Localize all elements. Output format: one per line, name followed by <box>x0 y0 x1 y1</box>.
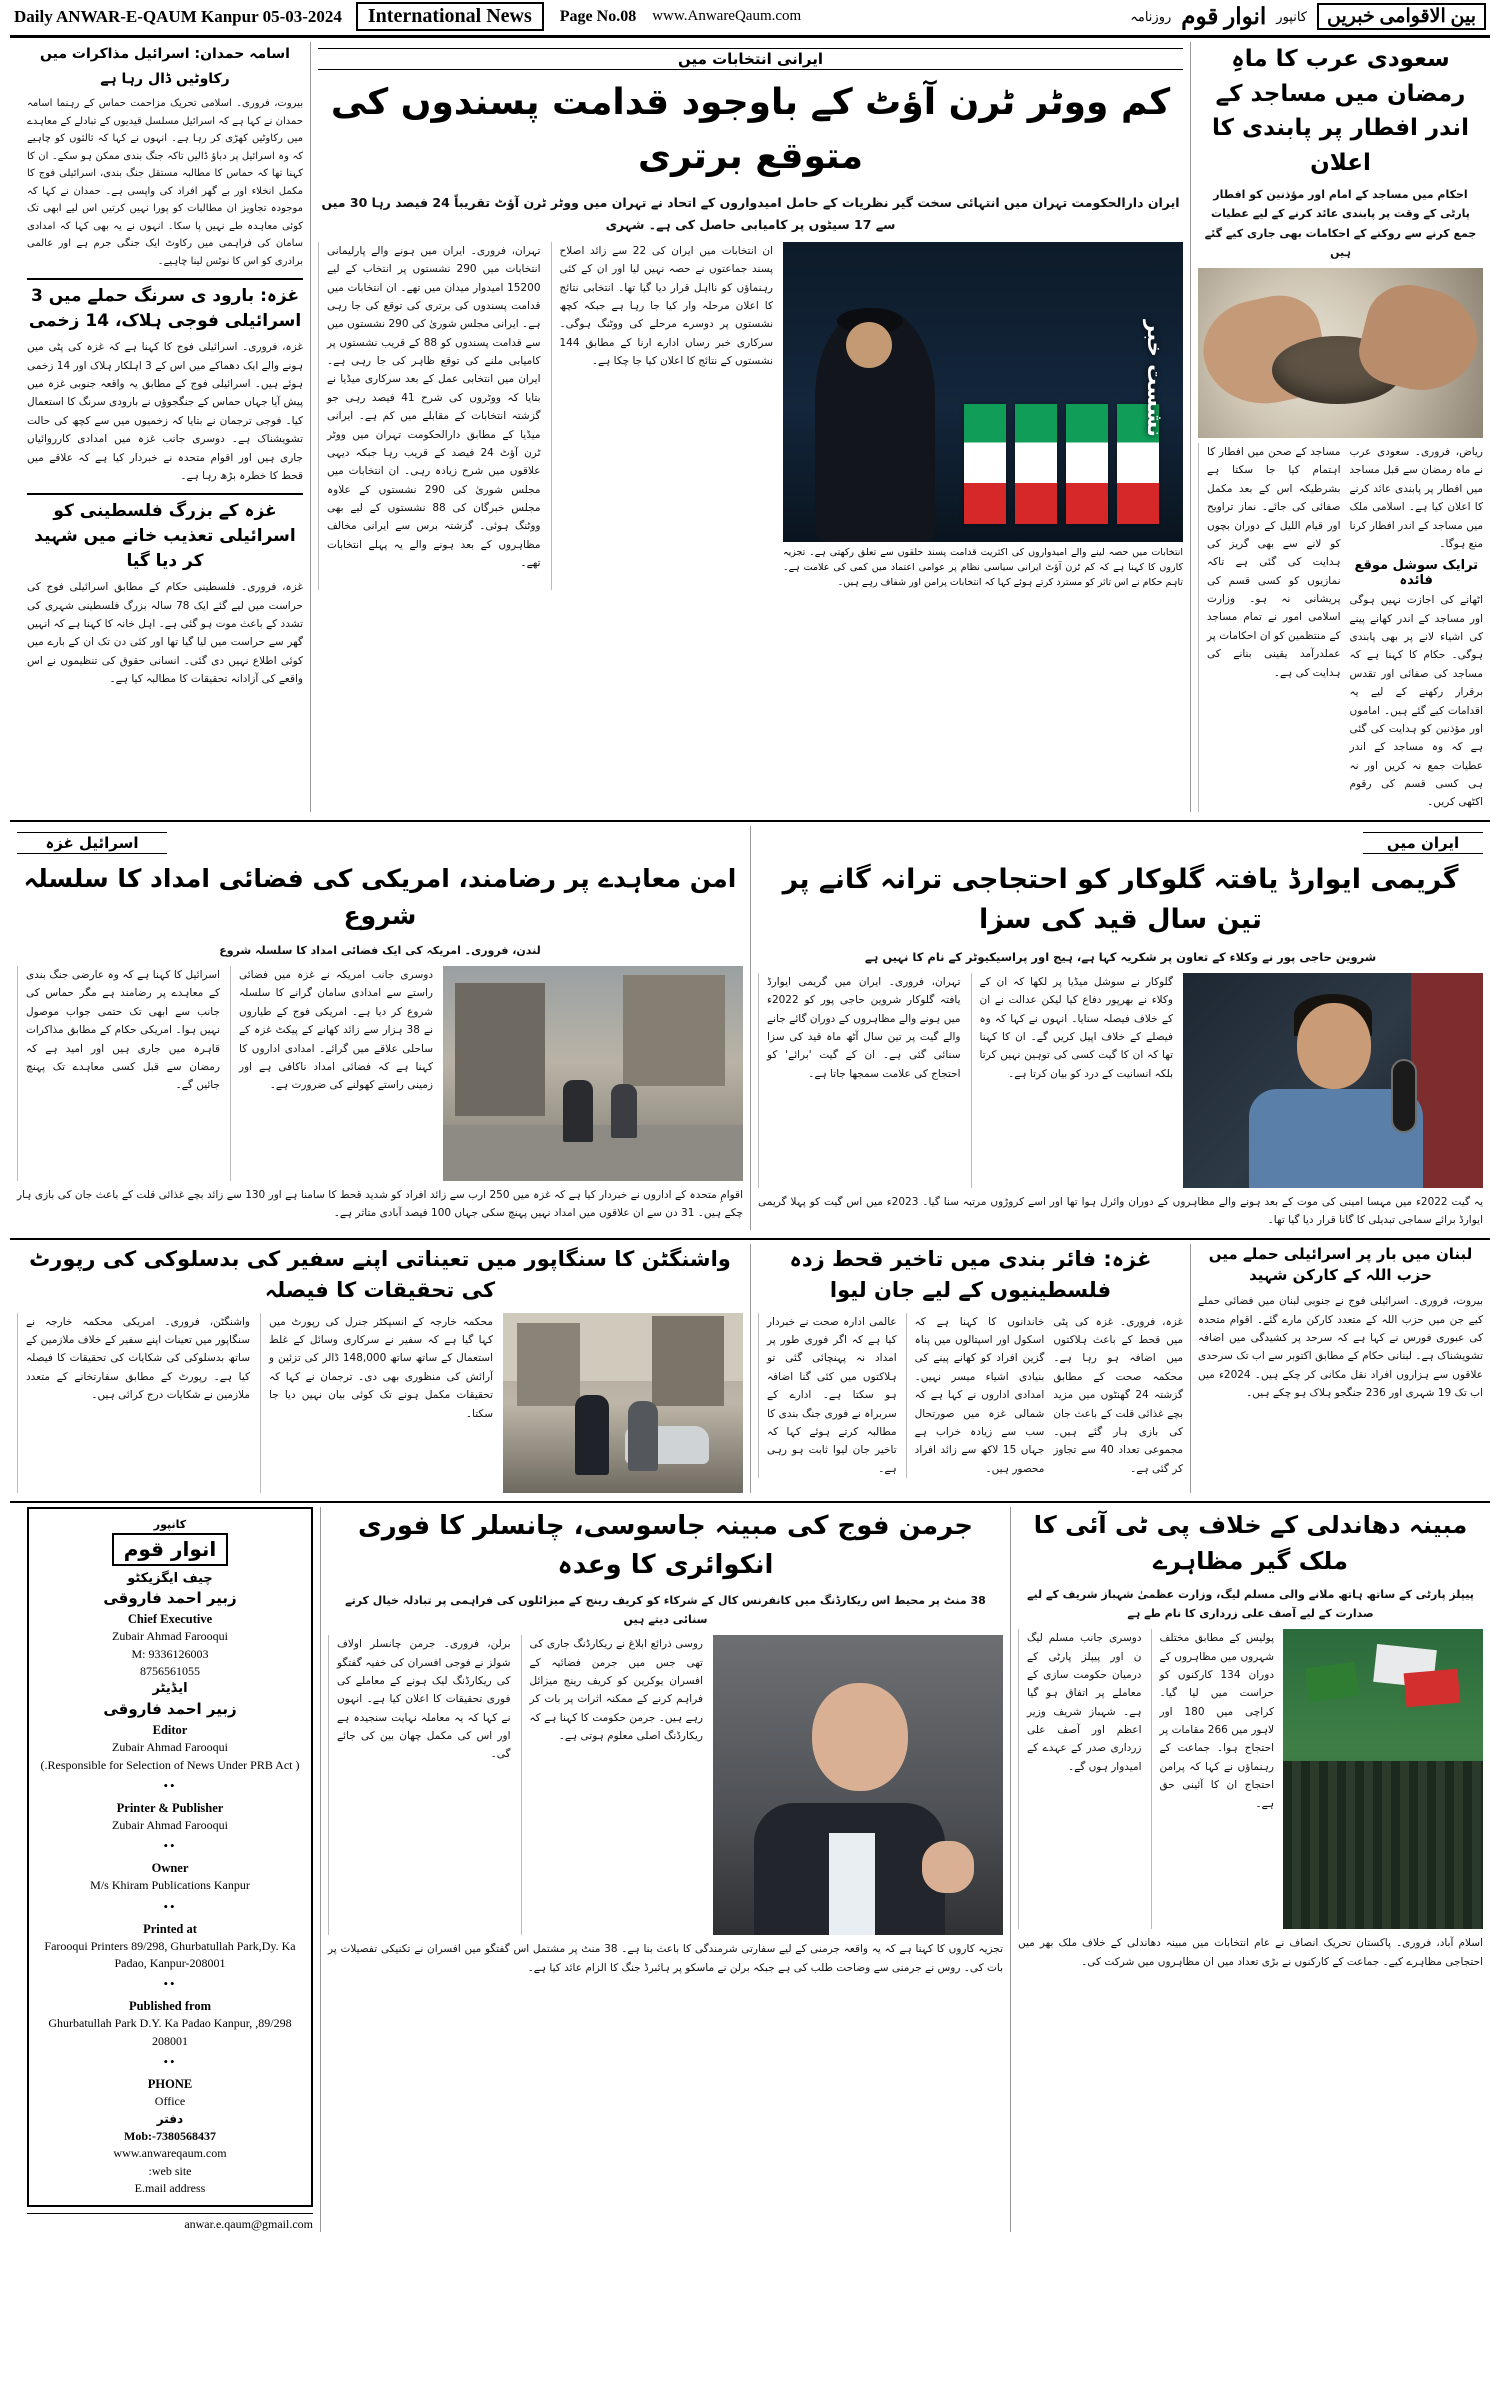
pti-col-3: پولیس کے مطابق مختلف شہروں میں مظاہروں کے دوران 134 کارکنوں کو حراست میں لیا گیا۔ کراچی میں 180 اور لاہور میں 266 مقامات پر احتجاج ہوا۔ جماعت کے رہنماؤں نے کہا کہ پرامن احتجاج ان کا آئینی حق ہے۔ <box>1159 1632 1274 1810</box>
gaza-strike-headline: غزہ: بارود ی سرنگ حملے میں 3 اسرائیلی فوجی ہلاک، 14 زخمی <box>28 286 302 331</box>
colophon-editor-name-urdu: زبیر احمد فاروقی <box>103 1700 237 1719</box>
masthead <box>10 0 1490 38</box>
germany-col-2: روسی ذرائع ابلاغ نے ریکارڈنگ جاری کی تھی جس میں جرمن فضائیہ کے افسران یوکرین کو کریف رینج میزائل فراہم کرنے کے ممکنہ اثرات پر بات کر رہے ہیں۔ جرمن حکومت کا کہنا ہے کہ ریکارڈنگ اصلی معلوم ہوتی ہے۔ <box>529 1638 703 1742</box>
story-saudi-masjid <box>1190 42 1490 812</box>
colophon-editor-name: Zubair Ahmad Farooqui <box>112 1740 228 1755</box>
israel-gaza-body-1: اسرائیل کا کہنا ہے کہ وہ عارضی جنگ بندی کے معاہدے پر رضامند ہے مگر حماس کی جانب سے ابھی تک حتمی جواب موصول نہیں ہوا۔ امریکی حکام کے مطابق مذاکرات قاہرہ میں جاری ہیں اور امید ہے کہ رمضان سے قبل کسی معاہدے تک پہنچ جائیں گے۔ <box>26 969 220 1092</box>
brief-osama-headline: اسامہ حمدان: اسرائیل مذاکرات میں رکاوٹیں ڈال رہا ہے <box>40 46 290 87</box>
israel-gaza-lede: لندن، فروری۔ امریکہ کی ایک فضائی امداد کا سلسلہ شروع <box>219 943 541 957</box>
story-washington-singapore <box>10 1244 750 1493</box>
masthead-urdu-section: بین الاقوامی خبریں <box>1317 3 1486 30</box>
germany-col-1: برلن، فروری۔ جرمن چانسلر اولاف شولز نے فوجی افسران کی خفیہ گفتگو کی ریکارڈنگ لیک ہونے کے معاملے کی فوری تحقیقات کا اعلان کیا ہے۔ انہوں نے کہا کہ یہ معاملہ نہایت سنجیدہ ہے اور اس کی مکمل چھان بین کی جائے گی۔ <box>337 1638 511 1761</box>
gaza-elderly-body: غزہ، فروری۔ فلسطینی حکام کے مطابق اسرائیلی فوج کی حراست میں لیے گئے ایک 78 سالہ بزرگ فلسطینی شہری کی تشدد کے باعث موت ہو گئی ہے۔ اہل خانہ کا کہنا ہے کہ انہیں گھر سے حراست میں لیا گیا تھا اور کئی دن تک ان کے بارے میں کوئی اطلاع نہیں دی گئی۔ انسانی حقوق کی تنظیموں نے اس واقعے کی آزادانہ تحقیقات کا مطالبہ کیا ہے۔ <box>27 581 303 686</box>
colophon-mobile-2: 8756561055 <box>140 1664 200 1679</box>
colophon-owner-name: M/s Khiram Publications Kanpur <box>90 1878 250 1893</box>
israel-gaza-body-3: اقوامِ متحدہ کے اداروں نے خبردار کیا ہے کہ غزہ میں 250 ارب سے زائد افراد کو شدید قحط کا سامنا ہے اور 130 سے زائد بچے غذائی قلت کے باعث جان کی بازی ہار چکے ہیں۔ 31 دن سے ان علاقوں میں امداد نہیں پہنچ سکی جہاں 100 فیصد آبادی متاثر ہے۔ <box>17 1189 743 1220</box>
gaza-ceasefire-headline: غزہ: فائر بندی میں تاخیر قحط زدہ فلسطینیوں کے لیے جان لیوا <box>789 1246 1152 1303</box>
grammy-subhead: شروین حاجی پور نے وکلاء کے تعاون پر شکریہ کہا ہے، ہیج اور پراسیکیوٹر کے نام کا نہیں ہے <box>864 949 1377 964</box>
iran-headline: کم ووٹر ٹرن آؤٹ کے باوجود قدامت پسندوں کی متوقع برتری <box>330 82 1171 177</box>
colophon-published-label: Published from <box>128 1999 212 2014</box>
colophon-ceo-label: Chief Executive <box>127 1612 213 1627</box>
saudi-subhead: احکام میں مساجد کے امام اور مؤذنین کو افطار پارٹی کے وقت پر پابندی عائد کرنے کے لیے عطیات جمع کرنے سے روکنے کے احکامات بھی جاری کیے گئے ہیں <box>1204 188 1477 259</box>
brief-osama-text: اسامہ حمدان: اسرائیل مذاکرات میں رکاوٹیں ڈال رہا ہے بیروت، فروری۔ اسلامی تحریک مزاحمت حماس کے رہنما اسامہ حمدان نے کہا ہے کہ اسرائیل مسلسل قیدیوں کے تبادلے کے معاہدے میں رکاوٹیں کھڑی کر رہا ہے۔ انہوں نے کہا کہ ثالثوں کو چاہیے کہ وہ اسرائیل پر دباؤ ڈالیں تاکہ جنگ بندی ممکن ہو سکے۔ ان کا کہنا تھا کہ حماس کا مطالبہ مستقل جنگ بندی، اسرائیلی فوج کا مکمل انخلاء اور بے گھر افراد کی واپسی ہے۔ حمدان نے کہا کہ موجودہ تجاویز ان مطالبات کو پورا نہیں کرتیں اس لیے ابھی تک کوئی معاہدہ طے نہیں پا سکا۔ انہوں نے یہ بھی کہا کہ امدادی سامان کی فراہمی میں رکاوٹ ایک جنگی جرم ہے اور عالمی برادری کو اس کا نوٹس لینا چاہیے۔ <box>27 42 303 270</box>
colophon-mob[interactable]: Mob:-7380568437 <box>124 2128 216 2143</box>
colophon-city-urdu: کانپور <box>153 1517 187 1531</box>
masthead-urdu <box>1130 3 1486 30</box>
israel-gaza-kicker: اسرائیل غزہ <box>17 832 167 854</box>
masthead-website[interactable]: www.AnwareQaum.com <box>652 8 802 24</box>
gaza-ceasefire-col-2: خاندانوں کا کہنا ہے کہ اسکول اور اسپتالوں میں پناہ گزین افراد کو کھانے پینے کی بنیادی اشیاء میسر نہیں۔ امدادی اداروں نے کہا ہے کہ شمالی غزہ میں صورتحال سب سے زیادہ خراب ہے جہاں 15 لاکھ سے زائد افراد محصور ہیں۔ <box>914 1315 1045 1475</box>
saudi-body-2: اٹھانے کی اجازت نہیں ہوگی اور مساجد کے اندر کھانے پینے کی اشیاء لانے پر بھی پابندی ہوگی۔ حکام کا کہنا ہے کہ مساجد کی صفائی اور تقدس برقرار رکھنے کے لیے یہ اقدامات کیے گئے ہیں۔ اماموں اور مؤذنین کو ہدایت کی گئی ہے کہ وہ مساجد کے اندر عطیات جمع نہ کریں اور نہ ہی کسی قسم کی رقوم اکٹھی کریں۔ <box>1349 594 1483 809</box>
colophon-editor-label: Editor <box>152 1723 188 1738</box>
germany-col-3: تجزیہ کاروں کا کہنا ہے کہ یہ واقعہ جرمنی کے لیے سفارتی شرمندگی کا باعث بنا ہے۔ 38 منٹ پر مشتمل اس گفتگو میں افسران نے تکنیکی تفصیلات پر بات کی۔ روس نے جرمنی سے وضاحت طلب کی ہے جبکہ برلن نے ماسکو پر ہائبرڈ جنگ کا الزام عائد کیا ہے۔ <box>328 1943 1004 1974</box>
pti-headline: مبینہ دھاندلی کے خلاف پی ٹی آئی کا ملک گیر مظاہرے <box>1033 1510 1468 1575</box>
iran-body-1: تہران، فروری۔ ایران میں ہونے والے پارلیمانی انتخابات میں 290 نشستوں پر انتخاب کے لیے 15200 امیدوار میدان میں تھے۔ ان انتخابات میں قدامت پسندوں کی برتری کی توقع کی جا رہی ہے۔ ایرانی مجلس شوریٰ کی 290 نشستوں میں سے قدامت پسندوں کو 88 کے قریب نشستوں پر کامیابی ملنے کی توقع ظاہر کی جا رہی ہے۔ ایران میں انتخابی عمل کے بعد سرکاری میڈیا نے بتایا کہ ووٹروں کی شرح 41 فیصد رہی جو گزشتہ انتخابات کے مقابلے میں کم ہے۔ ایرانی میڈیا کے مطابق دارالحکومت تہران میں ووٹر ٹرن آؤٹ 24 فیصد کے قریب رہا جبکہ دیہی علاقوں میں شرح زیادہ رہی۔ ان انتخابات میں مجلس شوریٰ کی 290 نشستوں کے علاوہ مجلس خبرگان کی 88 نشستوں کے لیے بھی ووٹنگ ہوئی۔ گزشتہ برس سے ایرانی مخالف مظاہروں کے بعد ہونے والے یہ پہلے انتخابات تھے۔ <box>327 244 541 570</box>
divider-dots-4: •• <box>163 1976 177 1992</box>
iran-subhead: ایران دارالحکومت تہران میں انتہائی سخت گیر نظریات کے حامل امیدواروں کے اتحاد نے تہران میں ووٹر ٹرن آؤٹ تقریباً 24 فیصد رہا 30 میں سے 17 سیٹوں پر کامیابی حاصل کی ہے۔ شہری <box>321 195 1180 232</box>
masthead-title: Daily ANWAR-E-QAUM Kanpur 05-03-2024 <box>14 6 342 26</box>
colophon-published-address: 89/298, Ghurbatullah Park D.Y. Ka Padao Kanpur, 208001 <box>48 2016 292 2048</box>
grammy-headline: گریمی ایوارڈ یافتہ گلوکار کو احتجاجی ترانہ گانے پر تین سال قید کی سزا <box>782 863 1459 936</box>
germany-subhead: 38 منٹ پر محیط اس ریکارڈنگ میں کانفرنس کال کے شرکاء کو کریف رینج کے میزائلوں کی فراہمی پر تبادلہ خیال کرتے سنائی دیتے ہیں <box>345 1593 986 1626</box>
colophon-editor-label-urdu: ایڈیٹر <box>152 1681 188 1697</box>
saudi-headline: سعودی عرب کا ماہِ رمضان میں مساجد کے اندر افطار پر پابندی کا اعلان <box>1212 46 1469 176</box>
pti-col-1: اسلام آباد، فروری۔ پاکستان تحریک انصاف نے عام انتخابات میں مبینہ دھاندلی کے خلاف ملک بھر میں احتجاجی مظاہرے کیے۔ جماعت کے کارکنوں نے بڑی تعداد میں ان مظاہروں میں شرکت کی۔ <box>1018 1937 1483 1968</box>
lebanon-body: بیروت، فروری۔ اسرائیلی فوج نے جنوبی لبنان میں فضائی حملے کیے جن میں حزب اللہ کے متعدد کارکن مارے گئے۔ اقوام متحدہ کی عبوری فورس نے کہا ہے کہ سرحد پر کشیدگی میں اضافہ تشویشناک ہے۔ لبنانی حکام کے مطابق اکتوبر سے اب تک سرحدی علاقوں سے ہزاروں افراد نقل مکانی کر چکے ہیں۔ 2024ء میں اب تک 19 شہری اور 236 جنگجو ہلاک ہو چکے ہیں۔ <box>1198 1295 1483 1399</box>
iran-photo-overlay-text: نشست خبر <box>1143 319 1167 437</box>
divider-dots-2: •• <box>163 1838 177 1854</box>
colophon-printer-name: Zubair Ahmad Farooqui <box>112 1817 228 1832</box>
washington-photo <box>503 1313 743 1493</box>
israel-gaza-headline: امن معاہدے پر رضامند، امریکی کی فضائی امداد کا سلسلہ شروع <box>23 863 737 931</box>
colophon-ceo-label-urdu: چیف ایگزیکٹو <box>127 1570 213 1586</box>
colophon-office-label: Office <box>154 2094 186 2109</box>
colophon-editor-note: ( Responsible for Selection of News Under PRB Act.) <box>40 1757 300 1772</box>
colophon-box <box>27 1507 313 2208</box>
saudi-photo <box>1198 268 1483 438</box>
gaza-ceasefire-col-3: عالمی ادارہ صحت نے خبردار کیا ہے کہ اگر فوری طور پر امداد نہ پہنچائی گئی تو ہلاکتوں میں کئی گنا اضافہ ہو سکتا ہے۔ ادارے کے سربراہ نے فوری جنگ بندی کا مطالبہ کرتے ہوئے کہا کہ تاخیر جان لیوا ثابت ہو رہی ہے۔ <box>766 1315 897 1475</box>
washington-col-2: محکمہ خارجہ کے انسپکٹر جنرل کی رپورٹ میں کہا گیا ہے کہ سفیر نے سرکاری وسائل کے غلط استعمال کے ساتھ ساتھ 148,000 ڈالر کی تزئین و آرائش کی منظوری بھی دی۔ ترجمان نے کہا کہ تحقیقات مکمل ہونے تک کوئی بیان نہیں دیا جا سکتا۔ <box>269 1315 493 1420</box>
divider-dots-1: •• <box>163 1777 177 1793</box>
iran-kicker: ایرانی انتخابات میں <box>318 48 1183 70</box>
colophon-website-label: web site: <box>148 2163 192 2178</box>
washington-headline: واشنگٹن کا سنگاپور میں تعیناتی اپنے سفیر کی بدسلوکی کی رپورٹ کی تحقیقات کا فیصلہ <box>29 1246 731 1303</box>
left-top-briefs <box>20 42 310 812</box>
iran-text-col-a <box>318 242 541 591</box>
colophon-ceo-name-urdu: زبیر احمد فاروقی <box>103 1589 237 1608</box>
colophon-mobile-1: M: 9336126003 <box>131 1646 209 1661</box>
colophon-office-label-urdu: دفتر <box>156 2111 184 2126</box>
bottom-band <box>10 1507 1490 2233</box>
top-band <box>10 42 1490 812</box>
iran-photo-caption: انتخابات میں حصہ لینے والے امیدواروں کی اکثریت قدامت پسند حلقوں سے تعلق رکھتی ہے۔ تجزیہ کاروں کا کہنا ہے کہ کم ٹرن آؤٹ ایرانی سیاسی نظام پر عوامی اعتماد میں کمی کی علامت ہے۔ تاہم حکام نے اس تاثر کو مسترد کرتے ہوئے کہا کہ انتخابات پرامن اور شفاف رہے ہیں۔ <box>783 546 1183 589</box>
washington-col-1: واشنگٹن، فروری۔ امریکی محکمہ خارجہ نے سنگاپور میں تعینات اپنے سفیر کے خلاف ملازمین کے ساتھ بدسلوکی کی شکایات کی تحقیقات کا فیصلہ کیا ہے۔ رپورٹ کے مطابق سفارتخانے کے متعدد ملازمین نے شکایات درج کرائی ہیں۔ <box>26 1315 250 1402</box>
israel-gaza-photo <box>443 966 743 1181</box>
masthead-urdu-logo: انوار قوم <box>1181 3 1267 29</box>
germany-headline: جرمن فوج کی مبینہ جاسوسی، چانسلر کا فوری انکوائری کا وعدہ <box>357 1510 974 1580</box>
gaza-strike-body: غزہ، فروری۔ اسرائیلی فوج کا کہنا ہے کہ غزہ کی پٹی میں ہونے والے ایک دھماکے میں اس کے 3 اہلکار ہلاک اور 14 زخمی ہوئے ہیں۔ اسرائیلی فوج کے مطابق یہ واقعہ جنوبی غزہ میں پیش آیا جہاں حماس کے جنگجوؤں نے بارودی سرنگ کا استعمال کیا۔ فوجی ترجمان نے بتایا کہ زخمیوں میں سے کچھ کی حالت تشویشناک ہے۔ دوسری جانب غزہ میں امدادی کارروائیاں جاری ہیں اور اقوام متحدہ نے خبردار کیا ہے کہ علاقے میں قحط کا خطرہ بڑھ رہا ہے۔ <box>27 341 303 482</box>
colophon-website[interactable]: www.anwareqaum.com <box>113 2146 227 2161</box>
colophon-printer-label: Printer & Publisher <box>116 1800 224 1815</box>
saudi-subhead-2: ترایک سوشل موقع فائدہ <box>1354 558 1479 589</box>
pti-subhead: پیپلز پارٹی کے ساتھ ہاتھ ملانے والی مسلم لیگ، وزارت عظمیٰ شہباز شریف کے لیے صدارت کے لیے آصف علی زرداری کا نام طے ہے <box>1027 1587 1474 1620</box>
gaza-elderly-headline: غزہ کے بزرگ فلسطینی کو اسرائیلی تعذیب خانے میں شہید کر دیا گیا <box>34 501 296 571</box>
iran-text-col-b <box>551 242 774 591</box>
colophon-owner-label: Owner <box>151 1861 189 1876</box>
colophon-phone-label: PHONE <box>147 2077 193 2092</box>
colophon-printed-address: Farooqui Printers 89/298, Ghurbatullah Park,Dy. Ka Padao, Kanpur-208001 <box>44 1938 296 1971</box>
iran-body-2: ان انتخابات میں ایران کی 22 سے زائد اصلاح پسند جماعتوں نے حصہ نہیں لیا اور ان کے کئی رہنماؤں کو نااہل قرار دیا گیا تھا۔ انتخابی نتائج کا اعلان مرحلہ وار کیا جا رہا ہے جبکہ کچھ نشستوں پر دوسرے مرحلے کی ووٹنگ ہوگی۔ سرکاری خبر رساں ادارے ارنا کے مطابق 144 نشستوں کے نتائج کا اعلان کیا جا چکا ہے۔ <box>559 244 773 367</box>
grammy-body-1: تہران، فروری۔ ایران میں گریمی ایوارڈ یافتہ گلوکار شروین حاجی پور کو 2022ء میں ہونے والے مظاہروں کے دوران گائے جانے والے گیت پر تین سال آٹھ ماہ قید کی سزا سنائی گئی ہے۔ ان کے گیت 'برائے' کو احتجاج کی علامت سمجھا جاتا ہے۔ <box>767 975 961 1080</box>
story-iran-election <box>310 42 1190 812</box>
israel-gaza-body-2: دوسری جانب امریکہ نے غزہ میں فضائی راستے سے امدادی سامان گرانے کا سلسلہ شروع کر دیا ہے۔ امریکی فوج کے طیاروں نے 38 ہزار سے زائد کھانے کے پیکٹ غزہ کے ساحلی علاقے میں گرائے۔ امدادی اداروں کا کہنا ہے کہ فضائی امداد ناکافی ہے اور زمینی راستے کھولنے کی ضرورت ہے۔ <box>239 969 434 1092</box>
saudi-body-1: ریاض، فروری۔ سعودی عرب نے ماہ رمضان سے قبل مساجد میں افطار پر پابندی عائد کرنے کا اعلان کیا ہے۔ اسلامی ملک میں مساجد کے اندر افطار کرنا منع ہوگا۔ <box>1349 446 1483 550</box>
page-number: Page No.08 <box>559 7 637 25</box>
iran-photo <box>783 242 1183 542</box>
masthead-urdu-city: کانپور <box>1276 8 1307 24</box>
story-israel-gaza <box>10 826 750 1230</box>
germany-photo <box>713 1635 1003 1935</box>
lebanon-headline: لبنان میں بار پر اسرائیلی حملے میں حزب اللہ کے کارکن شہید <box>1208 1244 1473 1285</box>
colophon-email-label: E.mail address <box>134 2181 206 2196</box>
colophon-ceo-name: Zubair Ahmad Farooqui <box>112 1629 228 1644</box>
pti-col-2: دوسری جانب مسلم لیگ ن اور پیپلز پارٹی کے درمیان حکومت سازی کے معاملے پر اتفاق ہو گیا ہے۔ شہباز شریف وزیر اعظم اور آصف علی زرداری صدر کے عہدے کے امیدوار ہوں گے۔ <box>1027 1632 1142 1773</box>
colophon-column <box>20 1507 320 2233</box>
grammy-body-3: یہ گیت 2022ء میں مہسا امینی کی موت کے بعد ہونے والے مظاہروں کے دوران وائرل ہوا تھا اور اسے کروڑوں مرتبہ سنا گیا۔ 2023ء میں اس گیت کو پہلا گریمی ایوارڈ برائے سماجی تبدیلی کا گانا قرار دیا گیا تھا۔ <box>758 1195 1483 1227</box>
colophon-logo: انوار قوم <box>112 1533 229 1566</box>
masthead-urdu-daily: روزنامہ <box>1130 8 1172 24</box>
saudi-body-3: مساجد کے صحن میں افطار کا اہتمام کیا جا سکتا ہے بشرطیکہ اس کے بعد مکمل صفائی کی جائے۔ نماز تراویح اور قیام اللیل کے دوران بچوں کو لانے سے بھی گریز کی ہدایت کی گئی ہے تاکہ نمازیوں کو کسی قسم کی پریشانی نہ ہو۔ وزارت اسلامی امور نے تمام مساجد کے منتظمین کو ان احکامات پر عملدرآمد یقینی بنانے کی ہدایت کی ہے۔ <box>1207 446 1341 679</box>
third-band <box>10 1244 1490 1493</box>
section-label: International News <box>356 2 544 31</box>
gaza-ceasefire-col-1: غزہ، فروری۔ غزہ کی پٹی میں قحط کے باعث ہلاکتوں میں اضافہ ہو رہا ہے۔ محکمہ صحت کے مطابق گزشتہ 24 گھنٹوں میں مزید بچے غذائی قلت کے باعث جان کی بازی ہار گئے ہیں۔ مجموعی تعداد 40 سے تجاوز کر گئی ہے۔ <box>1053 1315 1184 1475</box>
story-pti <box>1010 1507 1490 2233</box>
middle-band <box>10 826 1490 1230</box>
grammy-body-2: گلوکار نے سوشل میڈیا پر لکھا کہ ان کے وکلاء نے بھرپور دفاع کیا لیکن عدالت نے ان کے خلاف فیصلہ سنایا۔ انہوں نے کہا کہ وہ فیصلے کے خلاف اپیل کریں گے۔ ان کا کہنا تھا کہ ان کا گیت کسی کی توہین نہیں کرتا بلکہ انسانیت کے درد کو بیان کرتا ہے۔ <box>979 975 1173 1080</box>
divider-dots-3: •• <box>163 1898 177 1914</box>
grammy-kicker: ایران میں <box>1363 832 1483 854</box>
story-gaza-ceasefire <box>750 1244 1190 1493</box>
grammy-photo <box>1183 973 1483 1188</box>
colophon-printed-label: Printed at <box>143 1921 197 1936</box>
colophon-email[interactable]: anwar.e.qaum@gmail.com <box>27 2213 313 2232</box>
pti-photo <box>1283 1629 1483 1929</box>
story-grammy <box>750 826 1490 1230</box>
story-germany <box>320 1507 1010 2233</box>
divider-dots-5: •• <box>163 2054 177 2070</box>
story-lebanon <box>1190 1244 1490 1493</box>
